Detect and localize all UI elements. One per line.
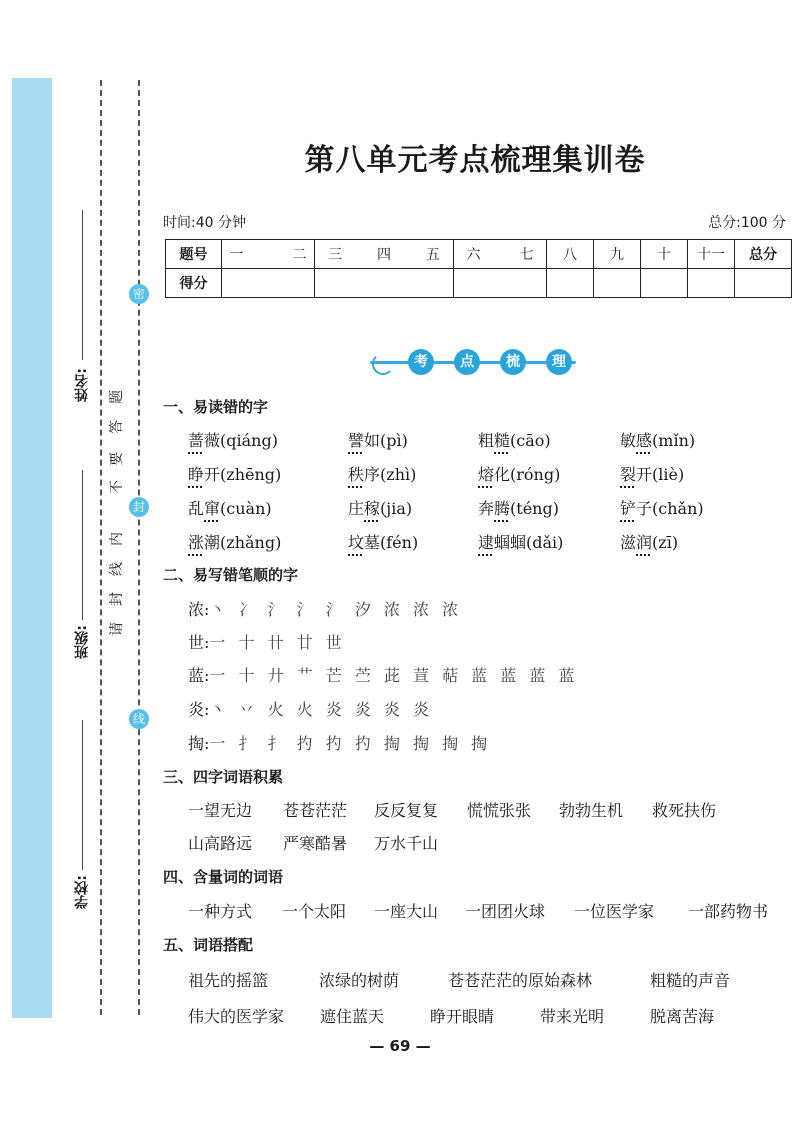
table-cell: 十 (641, 240, 688, 269)
score-cell (688, 269, 735, 298)
idiom-item: 反反复复 (374, 801, 439, 820)
pinyin-item: 裂开(liè) (620, 465, 685, 484)
table-cell (222, 240, 315, 269)
score-table (165, 239, 792, 298)
idiom-item: 慌慌张张 (467, 801, 532, 820)
table-score-row (166, 269, 792, 298)
pinyin-item: 铲子(chǎn) (620, 499, 704, 518)
measure-word-item: 一个太阳 (282, 902, 347, 921)
banner-char: 理 (546, 349, 572, 375)
note-char: 答 (109, 420, 125, 434)
note-char: 题 (109, 390, 125, 404)
collocation-item: 遮住蓝天 (320, 1007, 385, 1026)
pinyin-item: 粗糙(cāo) (478, 431, 551, 450)
score-cell (547, 269, 594, 298)
stroke-order-row: 炎:丶 丷 火 火 炎 炎 炎 炎 (188, 700, 432, 719)
score-cell (315, 269, 454, 298)
collocation-item: 脱离苦海 (650, 1007, 715, 1026)
idiom-item: 万水千山 (374, 834, 439, 853)
dashed-line-outer (100, 80, 102, 1015)
collocation-item: 浓绿的树荫 (319, 971, 400, 990)
banner-swirl-icon (372, 353, 394, 375)
pinyin-item: 蔷薇(qiáng) (188, 431, 278, 450)
pinyin-item: 秩序(zhì) (348, 465, 417, 484)
col-label: 四 (377, 247, 391, 263)
section-heading-2: 二、易写错笔顺的字 (163, 566, 299, 584)
stroke-order-row: 蓝:一 十 廾 艹 芒 苎 茈 荁 萜 蓝 蓝 蓝 蓝 (188, 666, 577, 685)
pinyin-item: 睁开(zhēng) (188, 465, 282, 484)
time-limit: 时间:40 分钟 (163, 215, 246, 231)
stroke-order-row: 世:一 十 卄 廿 世 (188, 633, 344, 652)
pinyin-item: 熔化(róng) (478, 465, 561, 484)
score-cell (454, 269, 547, 298)
name-label: 姓名: (74, 368, 90, 402)
class-label: 班级: (74, 625, 90, 659)
section-heading-5: 五、词语搭配 (163, 936, 254, 954)
pinyin-item: 乱窜(cuàn) (188, 499, 272, 518)
col-label: 二 (292, 247, 307, 263)
table-cell: 八 (547, 240, 594, 269)
seal-mi-circle: 密 (129, 284, 149, 304)
stroke-order-row: 掏:一 扌 扌 扚 扚 扚 掏 掏 掏 掏 (188, 734, 490, 753)
score-cell (594, 269, 641, 298)
banner-char: 点 (454, 349, 480, 375)
collocation-item: 粗糙的声音 (650, 971, 731, 990)
table-cell (454, 240, 547, 269)
section-heading-4: 四、含量词的词语 (163, 868, 284, 886)
score-cell (222, 269, 315, 298)
idiom-item: 救死扶伤 (652, 801, 717, 820)
measure-word-item: 一部药物书 (688, 902, 769, 921)
pinyin-item: 庄稼(jia) (348, 499, 413, 518)
collocation-item: 睁开眼睛 (430, 1007, 495, 1026)
pinyin-item: 坟墓(fén) (348, 533, 419, 552)
col-label: 六 (466, 247, 481, 263)
table-cell: 得分 (166, 269, 222, 298)
dashed-line-inner (138, 80, 140, 1015)
table-cell: 十一 (688, 240, 735, 269)
col-label: 五 (425, 247, 440, 263)
banner-char: 考 (408, 349, 434, 375)
collocation-item: 祖先的摇篮 (188, 971, 269, 990)
section-heading-1: 一、易读错的字 (163, 398, 269, 416)
pinyin-item: 譬如(pì) (348, 431, 408, 450)
idiom-item: 严寒酷暑 (283, 834, 348, 853)
class-underline (82, 470, 83, 620)
pinyin-item: 涨潮(zhǎng) (188, 533, 282, 552)
idiom-item: 勃勃生机 (559, 801, 624, 820)
collocation-item: 苍苍茫茫的原始森林 (448, 971, 593, 990)
col-label: 三 (328, 247, 343, 263)
score-cell (641, 269, 688, 298)
idiom-item: 苍苍茫茫 (283, 801, 348, 820)
idiom-item: 山高路远 (188, 834, 253, 853)
measure-word-item: 一位医学家 (574, 902, 655, 921)
school-underline (82, 720, 83, 870)
table-cell: 总分 (735, 240, 792, 269)
table-cell (315, 240, 454, 269)
note-char: 内 (109, 532, 125, 546)
pinyin-item: 滋润(zī) (620, 533, 679, 552)
section-banner (370, 348, 576, 376)
total-score: 总分:100 分 (708, 215, 786, 231)
seal-xian-circle: 线 (129, 709, 149, 729)
pinyin-item: 奔腾(téng) (478, 499, 559, 518)
name-underline (82, 210, 83, 360)
collocation-item: 带来光明 (540, 1007, 605, 1026)
note-char: 线 (109, 562, 125, 576)
note-char: 要 (109, 452, 125, 466)
pinyin-item: 敏感(mǐn) (620, 431, 696, 450)
note-char: 请 (109, 622, 125, 636)
seal-feng-circle: 封 (129, 497, 149, 517)
binding-strip (12, 78, 52, 1018)
collocation-item: 伟大的医学家 (188, 1007, 285, 1026)
table-header-row (166, 240, 792, 269)
col-label: 七 (519, 247, 534, 263)
table-cell: 题号 (166, 240, 222, 269)
score-cell (735, 269, 792, 298)
measure-word-item: 一座大山 (374, 902, 439, 921)
col-label: 一 (229, 247, 244, 263)
idiom-item: 一望无边 (188, 801, 253, 820)
pinyin-item: 逮蝈蝈(dǎi) (478, 533, 564, 552)
banner-char: 梳 (500, 349, 526, 375)
school-label: 学校: (74, 875, 90, 909)
page-title: 第八单元考点梳理集训卷 (304, 143, 646, 178)
note-char: 不 (109, 480, 125, 494)
stroke-order-row: 浓:丶 冫 氵 氵 氵 汐 浓 浓 浓 (188, 600, 461, 619)
measure-word-item: 一种方式 (188, 902, 253, 921)
page-number: — 69 — (369, 1037, 431, 1055)
table-cell: 九 (594, 240, 641, 269)
note-char: 封 (109, 592, 125, 606)
measure-word-item: 一团团火球 (465, 902, 546, 921)
section-heading-3: 三、四字词语积累 (163, 768, 284, 786)
